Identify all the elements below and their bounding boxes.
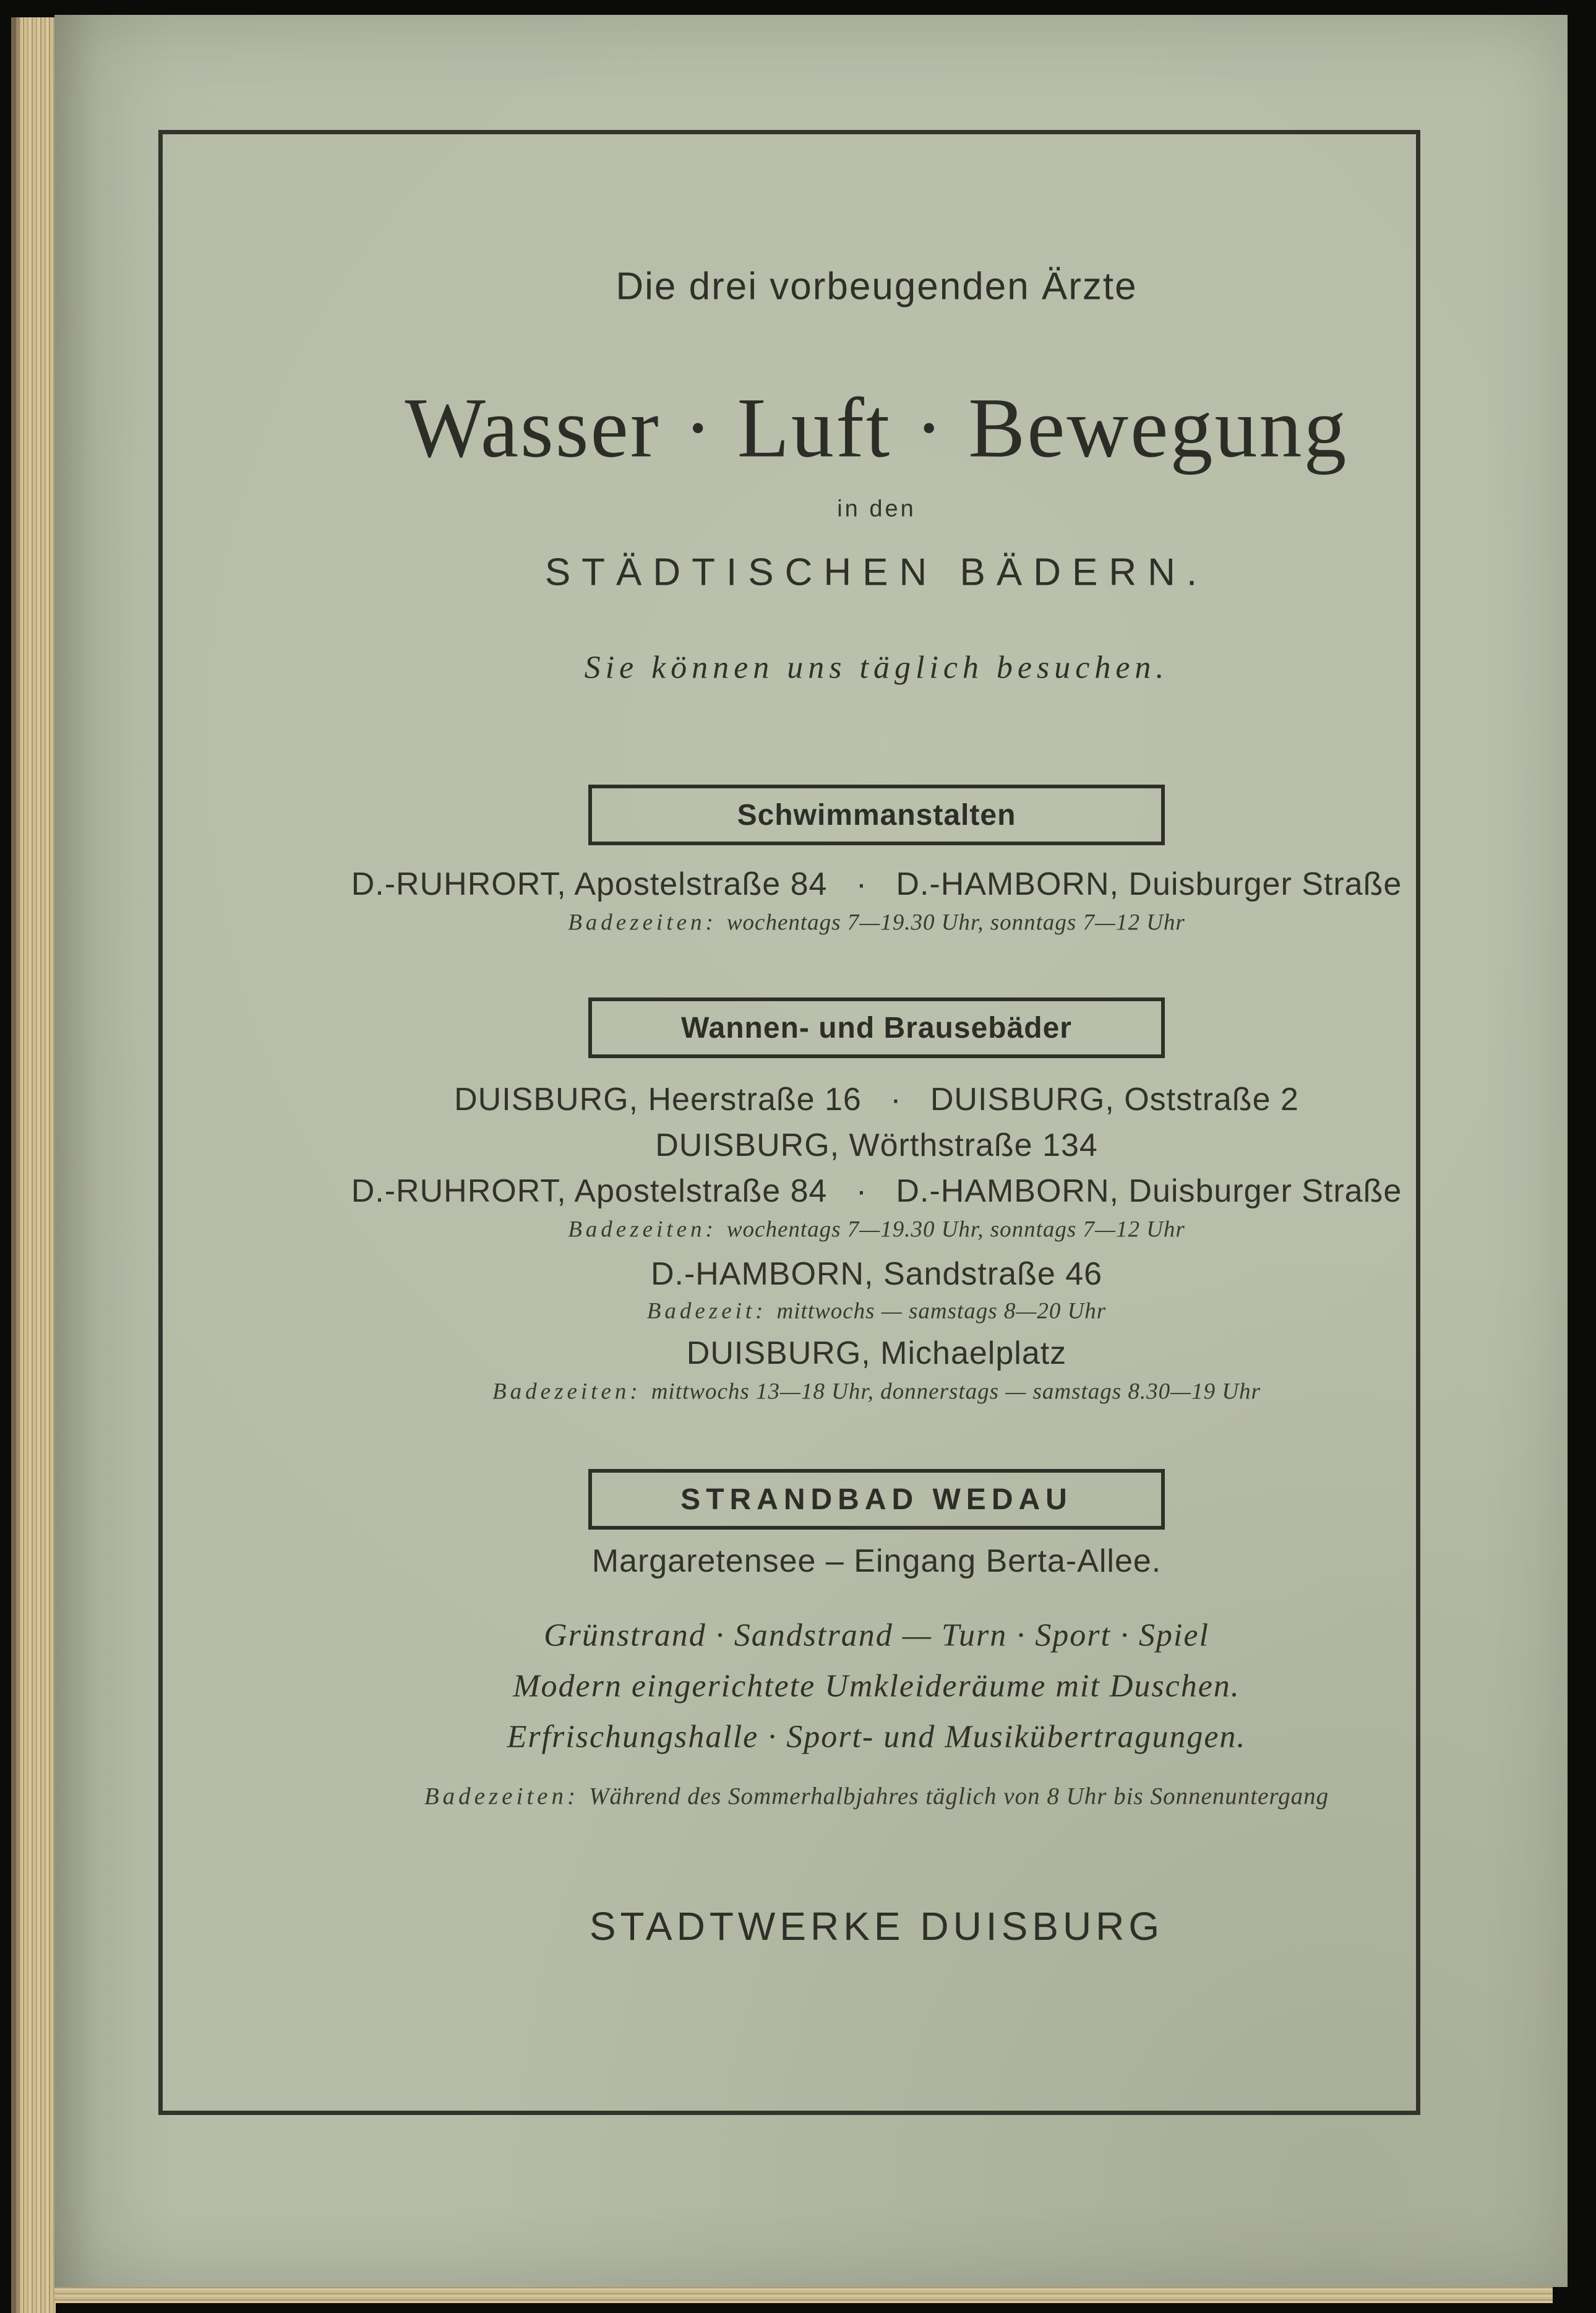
advertisement-page [54, 15, 1568, 2287]
book-page-edges-bottom [54, 2287, 1553, 2303]
wannen-times-line-3 [337, 1379, 1416, 1405]
ad-content [337, 134, 1416, 2111]
strandbad-feature-line-2: Modern eingerichtete Umkleideräume mit Duschen. [513, 1668, 1240, 1704]
wannen-times-line-2 [337, 1298, 1416, 1325]
section-heading-wannenbaeder: Wannen- und Brausebäder [681, 1011, 1072, 1045]
wannen-times-value-1: wochentags 7—19.30 Uhr, sonntags 7—12 Uhr [726, 1217, 1185, 1243]
ad-border-frame [158, 130, 1420, 2115]
section-box-wannenbaeder [588, 997, 1165, 1058]
strandbad-location-line: Margaretensee – Eingang Berta-Allee. [591, 1543, 1162, 1579]
invitation-line: Sie können uns täglich besuchen. [584, 650, 1169, 686]
advertiser-name: STADTWERKE DUISBURG [589, 1904, 1164, 1949]
tagline: Die drei vorbeugenden Ärzte [616, 265, 1138, 308]
wannen-times-value-2: mittwochs — samstags 8—20 Uhr [776, 1298, 1107, 1324]
strandbad-times-label: Badezeiten: [424, 1783, 579, 1810]
schwimm-times-value: wochentags 7—19.30 Uhr, sonntags 7—12 Uhr [726, 910, 1185, 936]
main-title: Wasser · Luft · Bewegung [405, 380, 1349, 475]
wannen-address-line-1: DUISBURG, Heerstraße 16 · DUISBURG, Oststraße 2 [454, 1082, 1299, 1118]
wannen-times-label-3: Badezeiten: [492, 1379, 641, 1405]
section-heading-strandbad-wedau: STRANDBAD WEDAU [680, 1483, 1073, 1516]
schwimm-times-line [337, 910, 1416, 936]
strandbad-feature-line-1: Grünstrand · Sandstrand — Turn · Sport · Spiel [544, 1617, 1209, 1653]
schwimm-times-label: Badezeiten: [568, 910, 717, 936]
wannen-times-label-2: Badezeit: [646, 1298, 767, 1324]
strandbad-times-line [337, 1783, 1416, 1811]
wannen-address-line-4: D.-HAMBORN, Sandstraße 46 [650, 1256, 1103, 1292]
subtitle-connector: in den [837, 496, 916, 522]
section-box-strandbad-wedau [588, 1469, 1165, 1530]
strandbad-times-value: Während des Sommerhalbjahres täglich von 8 Uhr bis Sonnenuntergang [588, 1783, 1329, 1810]
wannen-times-line-1 [337, 1217, 1416, 1243]
book-page-edges-left [11, 17, 56, 2313]
schwimm-address-line: D.-RUHRORT, Apostelstraße 84 · D.-HAMBORN, Duisburger Straße [351, 866, 1402, 902]
wannen-address-line-3: D.-RUHRORT, Apostelstraße 84 · D.-HAMBORN, Duisburger Straße [351, 1173, 1402, 1209]
wannen-times-value-3: mittwochs 13—18 Uhr, donnerstags — samstags 8.30—19 Uhr [651, 1379, 1261, 1405]
wannen-address-line-2: DUISBURG, Wörthstraße 134 [655, 1127, 1098, 1163]
strandbad-feature-line-3: Erfrischungshalle · Sport- und Musikübertragungen. [507, 1719, 1246, 1755]
wannen-address-line-5: DUISBURG, Michaelplatz [686, 1335, 1067, 1371]
wannen-times-label-1: Badezeiten: [568, 1217, 717, 1243]
section-heading-schwimmanstalten: Schwimmanstalten [737, 798, 1016, 832]
section-box-schwimmanstalten [588, 785, 1165, 845]
subtitle: STÄDTISCHEN BÄDERN. [544, 551, 1209, 594]
